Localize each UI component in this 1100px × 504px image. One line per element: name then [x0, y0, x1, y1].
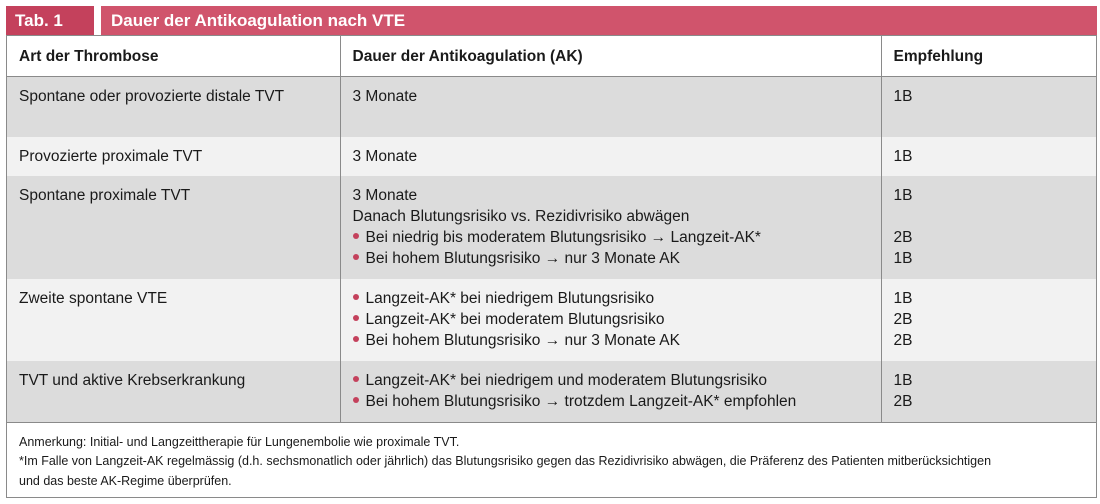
recommendation-grade: [894, 206, 1085, 227]
recommendation-grade: 2B: [893, 311, 913, 328]
duration-text: 3 Monate: [352, 187, 418, 204]
recommendation-grade: 2B: [893, 229, 913, 246]
table-row: [7, 76, 1096, 137]
bullet-dot-icon: [353, 376, 359, 382]
cell-thrombosis-type: Spontane proximale TVT: [7, 176, 340, 279]
bullet-item: [353, 391, 869, 412]
duration-text: Langzeit-AK* bei niedrigem und moderatem Blutungsrisiko: [365, 372, 767, 389]
bullet-dot-icon: [353, 254, 359, 260]
header-recommendation: Empfehlung: [881, 36, 1096, 76]
bullet-item: [353, 227, 869, 248]
recommendation-grade: 1B: [893, 187, 913, 204]
cell-recommendation: [881, 279, 1096, 361]
duration-line: [353, 86, 869, 107]
cell-duration: [340, 176, 881, 279]
bullet-dot-icon: [353, 315, 359, 321]
duration-line: [353, 146, 869, 167]
recommendation-grade: 1B: [893, 290, 913, 307]
table-body: [7, 76, 1096, 422]
duration-line: [353, 206, 869, 227]
table-title-bar: [6, 6, 1097, 35]
cell-recommendation: [881, 137, 1096, 176]
table-row: [7, 279, 1096, 361]
duration-text: Bei hohem Blutungsrisiko → nur 3 Monate AK: [365, 250, 680, 267]
table-number-label: Tab. 1: [6, 6, 94, 35]
table-row: [7, 137, 1096, 176]
note-line: Anmerkung: Initial- und Langzeittherapie für Lungenembolie wie proximale TVT.: [19, 434, 460, 449]
cell-duration: [340, 279, 881, 361]
duration-text: Danach Blutungsrisiko vs. Rezidivrisiko abwägen: [352, 208, 690, 225]
bullet-item: [353, 309, 869, 330]
header-duration: Dauer der Antikoagulation (AK): [340, 36, 881, 76]
cell-duration: [340, 361, 881, 422]
cell-duration: [340, 76, 881, 137]
duration-text: Bei hohem Blutungsrisiko → trotzdem Langzeit-AK* empfohlen: [365, 393, 797, 410]
duration-text: 3 Monate: [352, 148, 418, 165]
recommendation-grade: 2B: [893, 393, 913, 410]
note-line: *Im Falle von Langzeit-AK regelmässig (d.h. sechsmonatlich oder jährlich) das Blutungsrisiko gegen das Rezidivrisiko abwägen, die Präferenz des Patienten mitberücksichtigen: [19, 454, 992, 468]
duration-text: Langzeit-AK* bei niedrigem Blutungsrisiko: [365, 290, 655, 307]
cell-recommendation: [881, 176, 1096, 279]
duration-line: [353, 185, 869, 206]
cell-thrombosis-type: Provozierte proximale TVT: [7, 137, 340, 176]
cell-thrombosis-type: Zweite spontane VTE: [7, 279, 340, 361]
cell-duration: [340, 137, 881, 176]
title-separator: [94, 6, 101, 35]
recommendation-grade: 2B: [893, 332, 913, 349]
recommendation-grade: 1B: [893, 148, 913, 165]
cell-thrombosis-type: TVT und aktive Krebserkrankung: [7, 361, 340, 422]
bullet-item: [353, 248, 869, 269]
table-header-row: [7, 36, 1096, 76]
header-thrombosis-type: Art der Thrombose: [7, 36, 340, 76]
bullet-dot-icon: [353, 336, 359, 342]
bullet-item: [353, 370, 869, 391]
duration-text: 3 Monate: [352, 87, 418, 105]
recommendation-grade: 1B: [893, 372, 913, 389]
bullet-dot-icon: [353, 233, 359, 239]
bullet-dot-icon: [353, 397, 359, 403]
table-frame: [6, 35, 1097, 498]
duration-text: Bei hohem Blutungsrisiko → nur 3 Monate AK: [365, 332, 680, 349]
cell-thrombosis-type: Spontane oder provozierte distale TVT: [7, 76, 340, 137]
duration-text: Bei niedrig bis moderatem Blutungsrisiko → Langzeit-AK*: [365, 229, 761, 246]
table-notes: [7, 423, 1096, 492]
recommendation-grade: 1B: [893, 250, 913, 267]
table-row: [7, 176, 1096, 279]
bullet-item: [353, 330, 869, 351]
bullet-dot-icon: [353, 294, 359, 300]
note-line: und das beste AK-Regime überprüfen.: [19, 473, 232, 488]
cell-recommendation: [881, 361, 1096, 422]
anticoagulation-table: [7, 36, 1096, 423]
table-title: Dauer der Antikoagulation nach VTE: [101, 6, 1097, 35]
recommendation-grade: 1B: [893, 87, 913, 105]
duration-text: Langzeit-AK* bei moderatem Blutungsrisiko: [365, 311, 665, 328]
bullet-item: [353, 288, 869, 309]
cell-recommendation: [881, 76, 1096, 137]
table-row: [7, 361, 1096, 422]
